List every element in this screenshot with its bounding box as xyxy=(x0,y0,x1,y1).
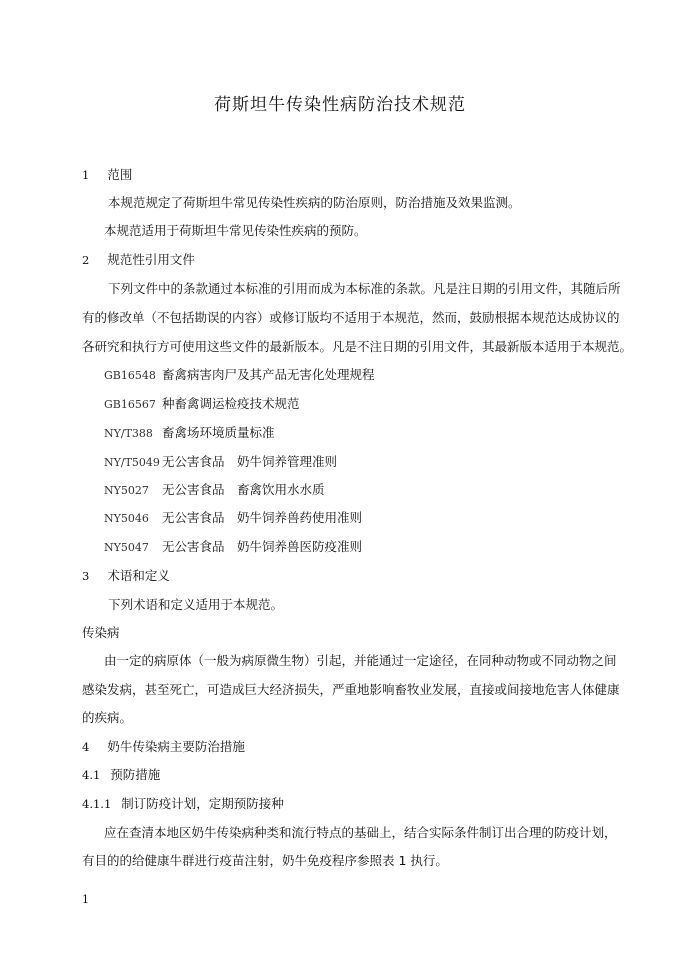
paragraph-line: 各研究和执行方可使用这些文件的最新版本。凡是不注日期的引用文件，其最新版本适用于本规范。 xyxy=(82,339,633,354)
section-2-heading xyxy=(82,251,195,269)
reference-title: 无公害食品 奶牛饲养兽医防疫准则 xyxy=(161,539,362,554)
paragraph-line: 有目的的给健康牛群进行疫苗注射，奶牛免疫程序参照表 1 执行。 xyxy=(82,853,448,868)
section-title: 预防措施 xyxy=(110,767,161,782)
section-3-heading xyxy=(82,567,170,585)
section-number: 4.1.1 xyxy=(82,797,112,811)
paragraph-line: 下列文件中的条款通过本标准的引用而成为本标准的条款。凡是注日期的引用文件，其随后所 xyxy=(108,281,621,296)
reference-item xyxy=(104,538,362,557)
reference-item xyxy=(104,481,325,500)
section-title: 规范性引用文件 xyxy=(107,252,195,267)
subsection-4-1-1-heading xyxy=(82,795,284,813)
section-title: 制订防疫计划，定期预防接种 xyxy=(121,796,284,811)
term-name: 传染病 xyxy=(82,625,120,640)
reference-item xyxy=(104,453,337,472)
subsection-4-1-heading xyxy=(82,766,160,784)
section-title: 范围 xyxy=(107,167,133,182)
reference-item xyxy=(104,509,362,528)
reference-code: NY/T5049 xyxy=(104,456,160,469)
reference-code: NY5027 xyxy=(104,484,149,497)
reference-title: 种畜禽调运检疫技术规范 xyxy=(161,396,300,411)
reference-title: 无公害食品 畜禽饮用水水质 xyxy=(161,482,325,497)
reference-item xyxy=(104,395,300,414)
reference-code: NY/T388 xyxy=(104,427,153,440)
paragraph-line: 感染发病，甚至死亡，可造成巨大经济损失，严重地影响畜牧业发展，直接或间接地危害人体健康 xyxy=(82,682,620,697)
section-4-heading xyxy=(82,738,245,756)
reference-code: NY5046 xyxy=(104,512,149,525)
section-number: 2 xyxy=(82,253,90,267)
paragraph-line: 由一定的病原体（一般为病原微生物）引起，并能通过一定途径，在同种动物或不同动物之间 xyxy=(104,653,617,668)
paragraph: 本规范适用于荷斯坦牛常见传染性疾病的预防。 xyxy=(104,223,367,238)
reference-title: 无公害食品 奶牛饲养管理准则 xyxy=(161,454,337,469)
reference-title: 无公害食品 奶牛饲养兽药使用准则 xyxy=(161,510,362,525)
paragraph: 下列术语和定义适用于本规范。 xyxy=(108,597,284,612)
paragraph-line: 的疾病。 xyxy=(82,710,133,725)
section-number: 3 xyxy=(82,569,90,583)
reference-title: 畜禽病害肉尸及其产品无害化处理规程 xyxy=(161,367,375,382)
section-title: 奶牛传染病主要防治措施 xyxy=(107,739,245,754)
section-number: 4 xyxy=(82,740,90,754)
reference-item xyxy=(104,366,375,385)
paragraph-line: 有的修改单（不包括勘误的内容）或修订版均不适用于本规范，然而，鼓励根据本规范达成协议的 xyxy=(82,310,620,325)
reference-item xyxy=(104,424,275,443)
section-1-heading xyxy=(82,166,132,184)
paragraph-line: 应在查清本地区奶牛传染病种类和流行特点的基础上，结合实际条件制订出合理的防疫计划， xyxy=(104,825,617,840)
reference-code: GB16548 xyxy=(104,369,156,382)
paragraph: 本规范规定了荷斯坦牛常见传染性疾病的防治原则，防治措施及效果监测。 xyxy=(108,195,521,210)
section-title: 术语和定义 xyxy=(107,568,170,583)
page-number: 1 xyxy=(82,893,89,906)
section-number: 4.1 xyxy=(82,768,101,782)
reference-code: NY5047 xyxy=(104,541,149,554)
reference-title: 畜禽场环境质量标准 xyxy=(161,425,275,440)
reference-code: GB16567 xyxy=(104,398,156,411)
section-number: 1 xyxy=(82,168,90,182)
document-title: 荷斯坦牛传染性病防治技术规范 xyxy=(214,95,466,115)
